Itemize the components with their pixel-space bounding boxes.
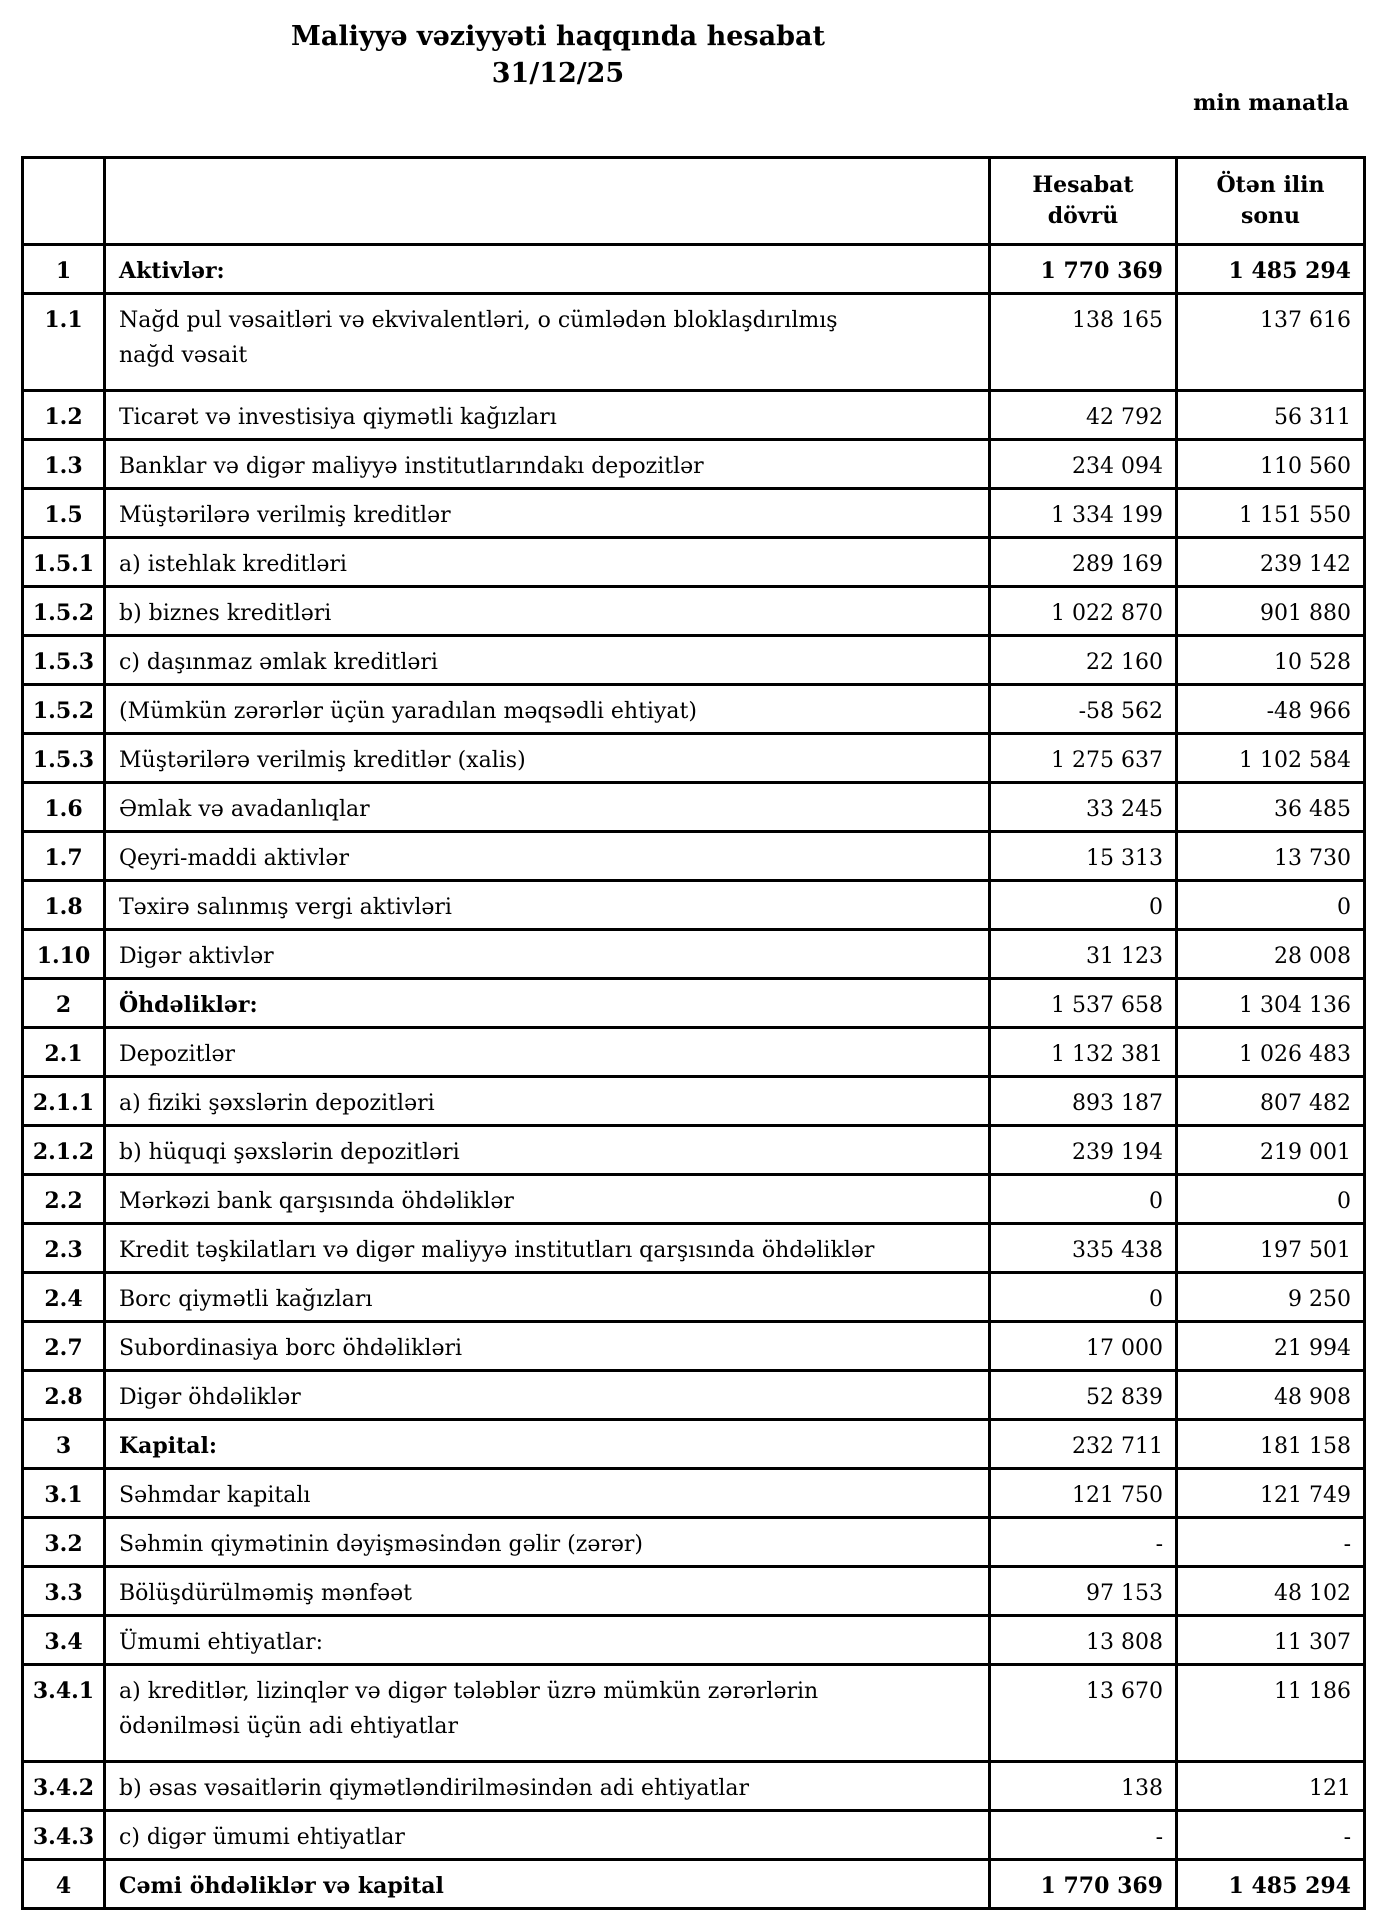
current-period-cell: 15 313 [990,832,1177,881]
table-row [23,1126,1365,1175]
prior-period-cell: 1 304 136 [1177,979,1365,1028]
header-number-col [23,158,105,245]
row-number-cell: 2.4 [23,1273,105,1322]
prior-period-cell: - [1177,1518,1365,1567]
row-label-text: b) biznes kreditləri [119,601,332,626]
current-period-cell: 121 750 [990,1469,1177,1518]
prior-period-cell: 1 485 294 [1177,245,1365,294]
prior-period-cell: 9 250 [1177,1273,1365,1322]
table-row [23,391,1365,440]
row-label-text: Ümumi ehtiyatlar: [119,1630,323,1655]
table-row [23,1469,1365,1518]
prior-period-cell: 901 880 [1177,587,1365,636]
row-number-cell: 1.5.2 [23,685,105,734]
row-label-cell [105,1567,990,1616]
header-item-col [105,158,990,245]
row-label-cell [105,1028,990,1077]
table-row [23,1762,1365,1811]
current-period-cell: 0 [990,1175,1177,1224]
row-number-cell: 4 [23,1860,105,1909]
row-label-text: a) fiziki şəxslərin depozitləri [119,1091,435,1116]
row-label-text: Mərkəzi bank qarşısında öhdəliklər [119,1189,514,1214]
table-row [23,1224,1365,1273]
row-number-cell: 1.7 [23,832,105,881]
prior-period-cell: 121 749 [1177,1469,1365,1518]
prior-period-cell: 13 730 [1177,832,1365,881]
prior-period-cell: 28 008 [1177,930,1365,979]
row-label-text: Digər öhdəliklər [119,1385,301,1410]
table-row [23,930,1365,979]
row-label-cell [105,1224,990,1273]
row-label-cell [105,1518,990,1567]
row-number-cell: 1.5.1 [23,538,105,587]
header-prior-line2: sonu [1240,203,1301,229]
row-number-cell: 1.6 [23,783,105,832]
table-row [23,1371,1365,1420]
table-row [23,1077,1365,1126]
table-row [23,1273,1365,1322]
row-label-cell [105,538,990,587]
current-period-cell: 289 169 [990,538,1177,587]
current-period-cell: 42 792 [990,391,1177,440]
table-header [23,158,1365,245]
row-label-cell [105,1322,990,1371]
prior-period-cell: 11 186 [1177,1665,1365,1762]
table-row [23,1811,1365,1860]
row-label-text: Subordinasiya borc öhdəlikləri [119,1336,463,1361]
row-label-text: c) digər ümumi ehtiyatlar [119,1825,405,1850]
report-date: 31/12/25 [491,58,625,89]
row-label-text: Bölüşdürülməmiş mənfəət [119,1581,413,1606]
current-period-cell: 52 839 [990,1371,1177,1420]
row-label-text: Cəmi öhdəliklər və kapital [119,1873,444,1899]
row-label-text: (Mümkün zərərlər üçün yaradılan məqsədli ehtiyat) [119,699,697,724]
current-period-cell: 31 123 [990,930,1177,979]
current-period-cell: 239 194 [990,1126,1177,1175]
row-label-text: Aktivlər: [119,258,225,284]
report-title: Maliyyə vəziyyəti haqqında hesabat [291,21,825,52]
row-label-cell [105,245,990,294]
current-period-cell: 0 [990,1273,1177,1322]
current-period-cell: 97 153 [990,1567,1177,1616]
row-label-cell [105,1811,990,1860]
prior-period-cell: 239 142 [1177,538,1365,587]
table-row [23,979,1365,1028]
row-label-text: Müştərilərə verilmiş kreditlər (xalis) [119,748,526,773]
row-label-cell [105,734,990,783]
prior-period-cell: 807 482 [1177,1077,1365,1126]
row-label-cell [105,636,990,685]
current-period-cell: 13 808 [990,1616,1177,1665]
row-label-cell [105,881,990,930]
table-row [23,1518,1365,1567]
row-label-text: Səhmdar kapitalı [119,1483,311,1508]
row-number-cell: 2.1 [23,1028,105,1077]
header-row [23,158,1365,245]
report-title-block [0,18,1116,92]
row-label-cell [105,1469,990,1518]
row-label-cell [105,1273,990,1322]
header-current-line2: dövrü [1047,203,1119,229]
current-period-cell: 13 670 [990,1665,1177,1762]
row-label-text: Digər aktivlər [119,944,274,969]
row-label-text: Nağd pul vəsaitləri və ekvivalentləri, o cümlədən bloklaşdırılmış nağd vəsait [119,308,838,368]
current-period-cell: 1 537 658 [990,979,1177,1028]
row-label-cell [105,1126,990,1175]
current-period-cell: 1 275 637 [990,734,1177,783]
row-label-cell [105,294,990,391]
table-row [23,1860,1365,1909]
current-period-cell: 335 438 [990,1224,1177,1273]
prior-period-cell: 48 102 [1177,1567,1365,1616]
row-label-cell [105,783,990,832]
header-prior-line1: Ötən ilin [1216,172,1325,198]
table-row [23,734,1365,783]
row-number-cell: 3.2 [23,1518,105,1567]
unit-note: min manatla [1193,90,1349,116]
table-row [23,294,1365,391]
current-period-cell: 0 [990,881,1177,930]
row-number-cell: 1.5.2 [23,587,105,636]
table-row [23,1420,1365,1469]
current-period-cell: 234 094 [990,440,1177,489]
row-number-cell: 1.5 [23,489,105,538]
prior-period-cell: 1 026 483 [1177,1028,1365,1077]
current-period-cell: - [990,1518,1177,1567]
row-label-cell [105,489,990,538]
row-number-cell: 1.2 [23,391,105,440]
current-period-cell: 33 245 [990,783,1177,832]
row-label-cell [105,440,990,489]
row-label-text: Təxirə salınmış vergi aktivləri [119,895,452,920]
current-period-cell: 1 770 369 [990,1860,1177,1909]
prior-period-cell: 21 994 [1177,1322,1365,1371]
row-number-cell: 3.3 [23,1567,105,1616]
table-row [23,1322,1365,1371]
balance-sheet-table [21,156,1366,1910]
prior-period-cell: 219 001 [1177,1126,1365,1175]
row-number-cell: 1.8 [23,881,105,930]
current-period-cell: 1 132 381 [990,1028,1177,1077]
table-row [23,1028,1365,1077]
row-number-cell: 1.5.3 [23,734,105,783]
current-period-cell: 138 [990,1762,1177,1811]
table-row [23,587,1365,636]
row-number-cell: 3 [23,1420,105,1469]
table-row [23,538,1365,587]
row-number-cell: 1.5.3 [23,636,105,685]
current-period-cell: 22 160 [990,636,1177,685]
row-number-cell: 3.4 [23,1616,105,1665]
table-row [23,1567,1365,1616]
row-label-text: Depozitlər [119,1042,236,1067]
row-label-cell [105,1371,990,1420]
row-label-text: Ticarət və investisiya qiymətli kağızları [119,405,557,430]
prior-period-cell: 137 616 [1177,294,1365,391]
row-label-cell [105,1860,990,1909]
row-label-text: b) hüquqi şəxslərin depozitləri [119,1140,460,1165]
header-current-line1: Hesabat [1032,172,1134,198]
row-label-cell [105,1665,990,1762]
table-row [23,245,1365,294]
table-row [23,881,1365,930]
prior-period-cell: 197 501 [1177,1224,1365,1273]
prior-period-cell: 10 528 [1177,636,1365,685]
prior-period-cell: 181 158 [1177,1420,1365,1469]
row-label-text: Banklar və digər maliyyə institutlarındakı depozitlər [119,454,704,479]
prior-period-cell: 11 307 [1177,1616,1365,1665]
current-period-cell: 17 000 [990,1322,1177,1371]
table-row [23,783,1365,832]
table-row [23,636,1365,685]
row-label-cell [105,685,990,734]
row-label-text: Səhmin qiymətinin dəyişməsindən gəlir (zərər) [119,1532,644,1557]
prior-period-cell: 110 560 [1177,440,1365,489]
row-label-text: a) istehlak kreditləri [119,552,347,577]
row-label-cell [105,1077,990,1126]
row-label-text: Kapital: [119,1433,218,1459]
row-number-cell: 3.4.1 [23,1665,105,1762]
row-label-text: Qeyri-maddi aktivlər [119,846,349,871]
row-label-cell [105,1175,990,1224]
row-label-text: Borc qiymətli kağızları [119,1287,373,1312]
row-label-text: Kredit təşkilatları və digər maliyyə institutları qarşısında öhdəliklər [119,1238,875,1263]
prior-period-cell: -48 966 [1177,685,1365,734]
row-number-cell: 3.4.3 [23,1811,105,1860]
header-prior-period [1177,158,1365,245]
row-label-cell [105,930,990,979]
prior-period-cell: 1 485 294 [1177,1860,1365,1909]
row-number-cell: 2 [23,979,105,1028]
table-row [23,489,1365,538]
row-number-cell: 1.10 [23,930,105,979]
row-label-text: c) daşınmaz əmlak kreditləri [119,650,438,675]
row-number-cell: 1.1 [23,294,105,391]
row-label-cell [105,391,990,440]
balance-table-body [23,245,1365,1909]
prior-period-cell: 0 [1177,1175,1365,1224]
row-label-cell [105,1420,990,1469]
current-period-cell: - [990,1811,1177,1860]
current-period-cell: -58 562 [990,685,1177,734]
row-number-cell: 2.1.1 [23,1077,105,1126]
table-row [23,1616,1365,1665]
row-label-text: Müştərilərə verilmiş kreditlər [119,503,451,528]
row-number-cell: 1.3 [23,440,105,489]
row-label-cell [105,587,990,636]
row-label-text: Öhdəliklər: [119,992,258,1018]
header-current-period [990,158,1177,245]
row-number-cell: 2.7 [23,1322,105,1371]
row-label-cell [105,979,990,1028]
prior-period-cell: - [1177,1811,1365,1860]
prior-period-cell: 48 908 [1177,1371,1365,1420]
table-row [23,440,1365,489]
prior-period-cell: 56 311 [1177,391,1365,440]
prior-period-cell: 121 [1177,1762,1365,1811]
table-row [23,1175,1365,1224]
current-period-cell: 138 165 [990,294,1177,391]
row-number-cell: 2.2 [23,1175,105,1224]
current-period-cell: 1 334 199 [990,489,1177,538]
row-number-cell: 2.1.2 [23,1126,105,1175]
row-label-text: Əmlak və avadanlıqlar [119,797,370,822]
table-row [23,832,1365,881]
current-period-cell: 1 022 870 [990,587,1177,636]
row-label-cell [105,832,990,881]
row-label-text: b) əsas vəsaitlərin qiymətləndirilməsindən adi ehtiyatlar [119,1776,750,1801]
current-period-cell: 232 711 [990,1420,1177,1469]
table-row [23,1665,1365,1762]
row-label-text: a) kreditlər, lizinqlər və digər tələblər üzrə mümkün zərərlərin ödənilməsi üçün adi ehtiyatlar [119,1679,819,1739]
row-number-cell: 2.3 [23,1224,105,1273]
row-number-cell: 3.4.2 [23,1762,105,1811]
row-number-cell: 3.1 [23,1469,105,1518]
current-period-cell: 1 770 369 [990,245,1177,294]
prior-period-cell: 0 [1177,881,1365,930]
row-number-cell: 2.8 [23,1371,105,1420]
prior-period-cell: 1 151 550 [1177,489,1365,538]
prior-period-cell: 1 102 584 [1177,734,1365,783]
row-label-cell [105,1762,990,1811]
table-row [23,685,1365,734]
prior-period-cell: 36 485 [1177,783,1365,832]
row-number-cell: 1 [23,245,105,294]
row-label-cell [105,1616,990,1665]
current-period-cell: 893 187 [990,1077,1177,1126]
